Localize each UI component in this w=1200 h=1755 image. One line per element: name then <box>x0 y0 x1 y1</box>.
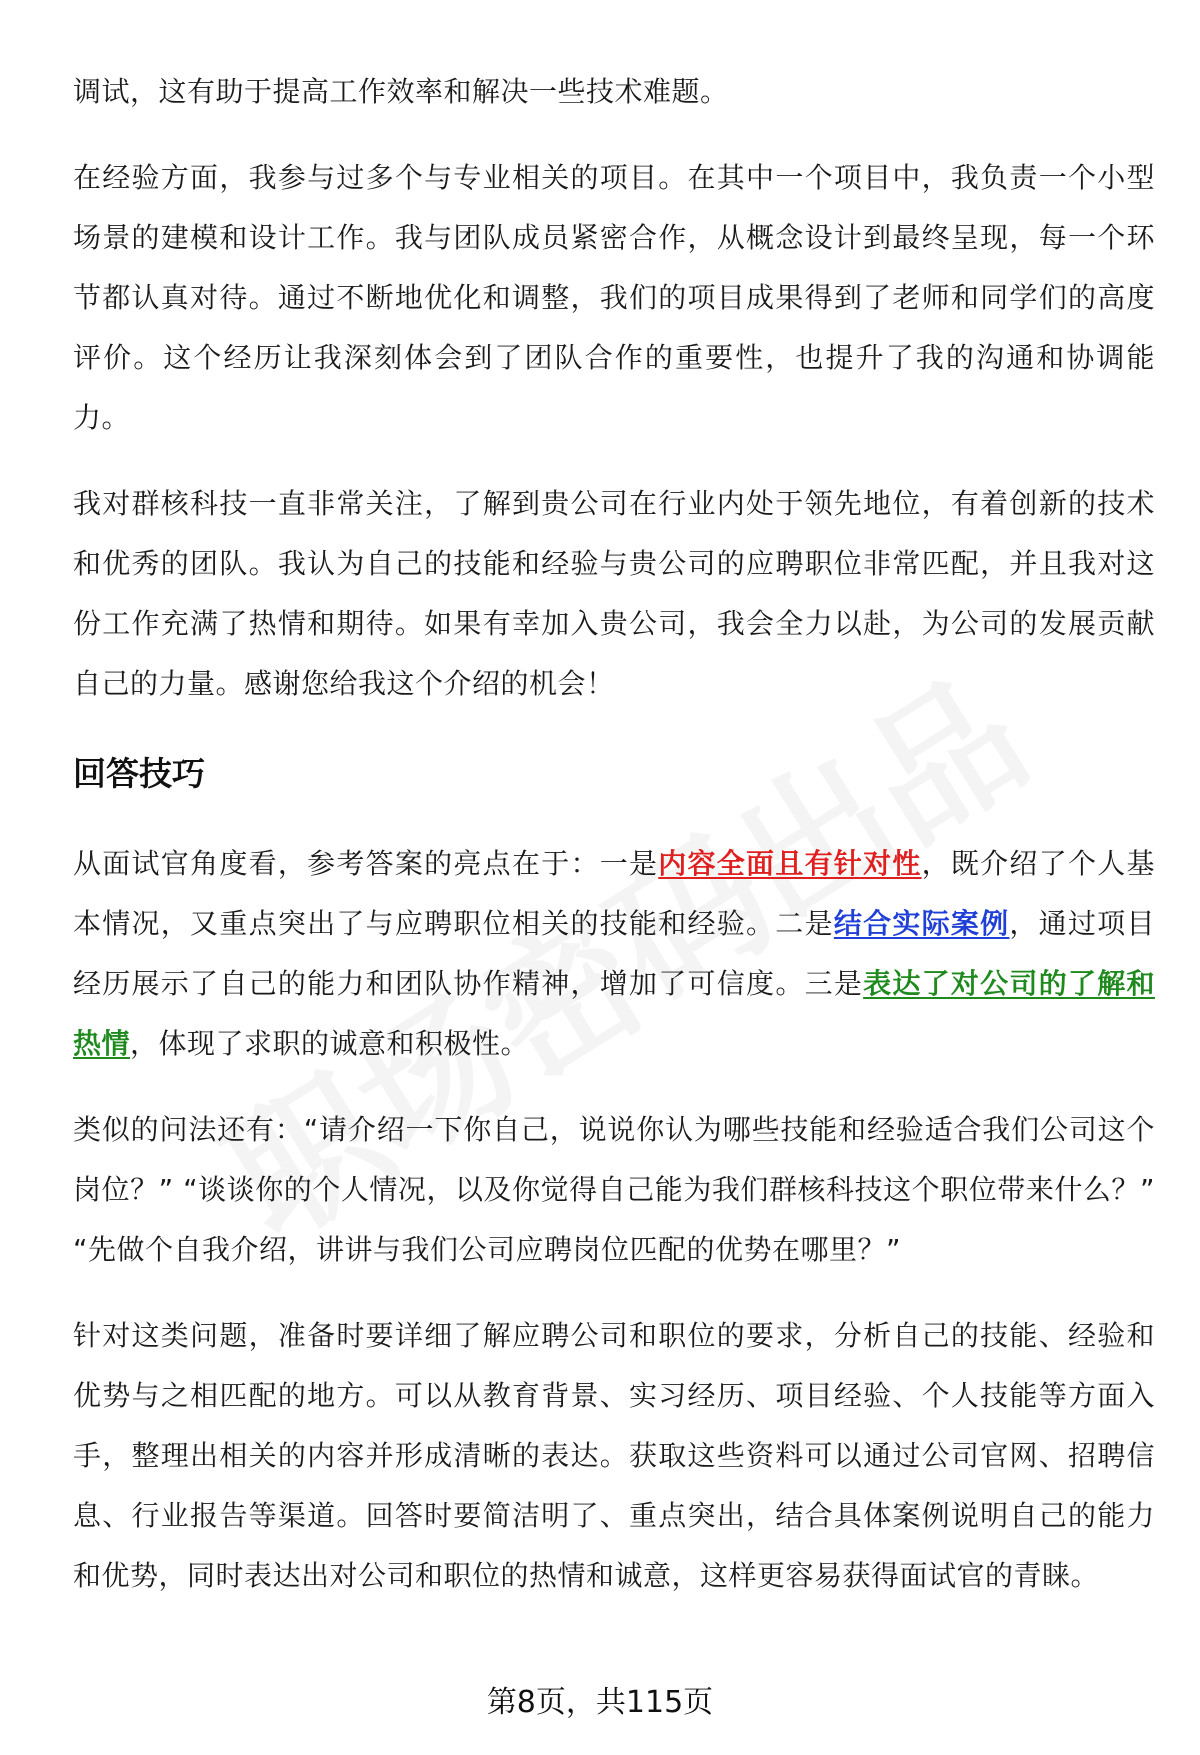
paragraph-company-interest: 我对群核科技一直非常关注，了解到贵公司在行业内处于领先地位，有着创新的技术和优秀的团队。我认为自己的技能和经验与贵公司的应聘职位非常匹配，并且我对这份工作充满了热情和期待。如果有幸加入贵公司，我会全力以赴，为公司的发展贡献自己的力量。感谢您给我这个介绍的机会！ <box>73 487 1155 700</box>
paragraph-experience: 在经验方面，我参与过多个与专业相关的项目。在其中一个项目中，我负责一个小型场景的建模和设计工作。我与团队成员紧密合作，从概念设计到最终呈现，每一个环节都认真对待。通过不断地优化和调整，我们的项目成果得到了老师和同学们的高度评价。这个经历让我深刻体会到了团队合作的重要性，也提升了我的沟通和协调能力。 <box>73 161 1155 434</box>
section-heading: 回答技巧 <box>73 754 205 793</box>
paragraph-similar-questions: 类似的问法还有：“请介绍一下你自己，说说你认为哪些技能和经验适合我们公司这个岗位？” “谈谈你的个人情况，以及你觉得自己能为我们群核科技这个职位带来什么？” “先做个自我介绍，讲讲与我们公司应聘岗位匹配的优势在哪里？” <box>73 1113 1155 1266</box>
tips-text-2: ，既介绍了个人基本情况，又重点突出了与应聘职位相关的技能和经验。二是 <box>73 847 1155 940</box>
page-number: 第8页，共115页 <box>486 1685 714 1720</box>
paragraph-preparation-advice: 针对这类问题，准备时要详细了解应聘公司和职位的要求，分析自己的技能、经验和优势与之相匹配的地方。可以从教育背景、实习经历、项目经验、个人技能等方面入手，整理出相关的内容并形成清晰的表达。获取这些资料可以通过公司官网、招聘信息、行业报告等渠道。回答时要简洁明了、重点突出，结合具体案例说明自己的能力和优势，同时表达出对公司和职位的热情和诚意，这样更容易获得面试官的青睐。 <box>73 1319 1155 1592</box>
tips-text-1: 从面试官角度看，参考答案的亮点在于：一是 <box>73 847 659 880</box>
document-body <box>73 62 1155 1632</box>
highlight-real-cases: 结合实际案例 <box>833 907 1010 940</box>
highlight-passion: 表达了对公司的了解和热情 <box>73 967 1155 1060</box>
tips-text-4: ，体现了求职的诚意和积极性。 <box>130 1027 530 1060</box>
highlight-comprehensive: 内容全面且有针对性 <box>658 847 922 880</box>
tips-text-3: ，通过项目经历展示了自己的能力和团队协作精神，增加了可信度。三是 <box>73 907 1155 1000</box>
paragraph-tips <box>73 834 1155 1074</box>
paragraph-debugging: 调试，这有助于提高工作效率和解决一些技术难题。 <box>73 75 729 108</box>
